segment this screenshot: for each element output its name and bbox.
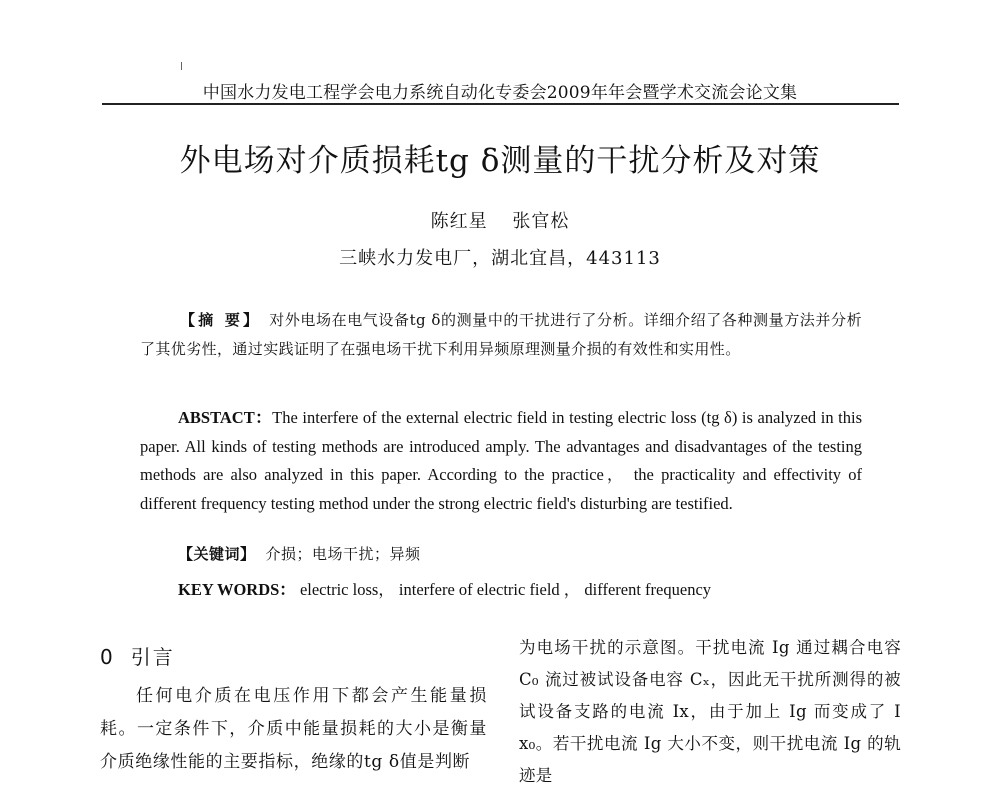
affiliation: 三峡水力发电厂，湖北宜昌，443113 [339,248,661,269]
abstract-cn [140,306,862,364]
abstract-cn-text: 对外电场在电气设备tg δ的测量中的干扰进行了分析。详细介绍了各种测量方法并分析了其优劣性，通过实践证明了在强电场干扰下利用异频原理测量介损的有效性和实用性。 [140,311,862,358]
keywords-cn [178,543,421,564]
keywords-en-label: KEY WORDS： [178,580,296,599]
header-rule [102,103,899,105]
section-title: 引言 [130,645,175,669]
paper-title: 外电场对介质损耗tg δ测量的干扰分析及对策 [179,143,821,179]
intro-right-column: 为电场干扰的示意图。干扰电流 Ig 通过耦合电容 C₀ 流过被试设备电容 Cₓ，因此无干扰所测得的被试设备支路的电流 Ix，由于加上 Ig 而变成了 I x₀。若干扰电流 Ig 大小不变，则干扰电流 Ig 的轨迹是 [519,638,901,785]
keywords-cn-label: 【关键词】 [178,545,256,563]
running-header: 中国水力发电工程学会电力系统自动化专委会2009年年会暨学术交流会论文集 [202,83,798,103]
abstract-cn-label: 【摘 要】 [180,311,262,329]
margin-tick-mark [181,62,182,70]
section-number: 0 [100,645,115,669]
intro-left-column: 任何电介质在电压作用下都会产生能量损耗。一定条件下，介质中能量损耗的大小是衡量介质绝缘性能的主要指标，绝缘的tg δ值是判断 [100,686,487,772]
keywords-en [178,576,711,600]
abstract-en [140,404,862,518]
authors: 陈红星 张官松 [430,211,570,232]
abstract-en-label: ABSTACT： [178,408,273,427]
keywords-cn-text: 介损；电场干扰；异频 [265,545,421,563]
abstract-en-text: The interfere of the external electric field in testing electric loss (tg δ) is analyzed in this paper. All kinds of testing methods are introduced amply. The advantages and disadvantages of the testing methods are also analyzed in this paper. According to the practice， the practicality and effectivity of different frequency testing method under the strong electric field's disturbing are testified. [140,408,863,513]
keywords-en-text: electric loss， interfere of electric field ， different frequency [299,580,712,599]
section-heading-introduction [100,641,175,670]
